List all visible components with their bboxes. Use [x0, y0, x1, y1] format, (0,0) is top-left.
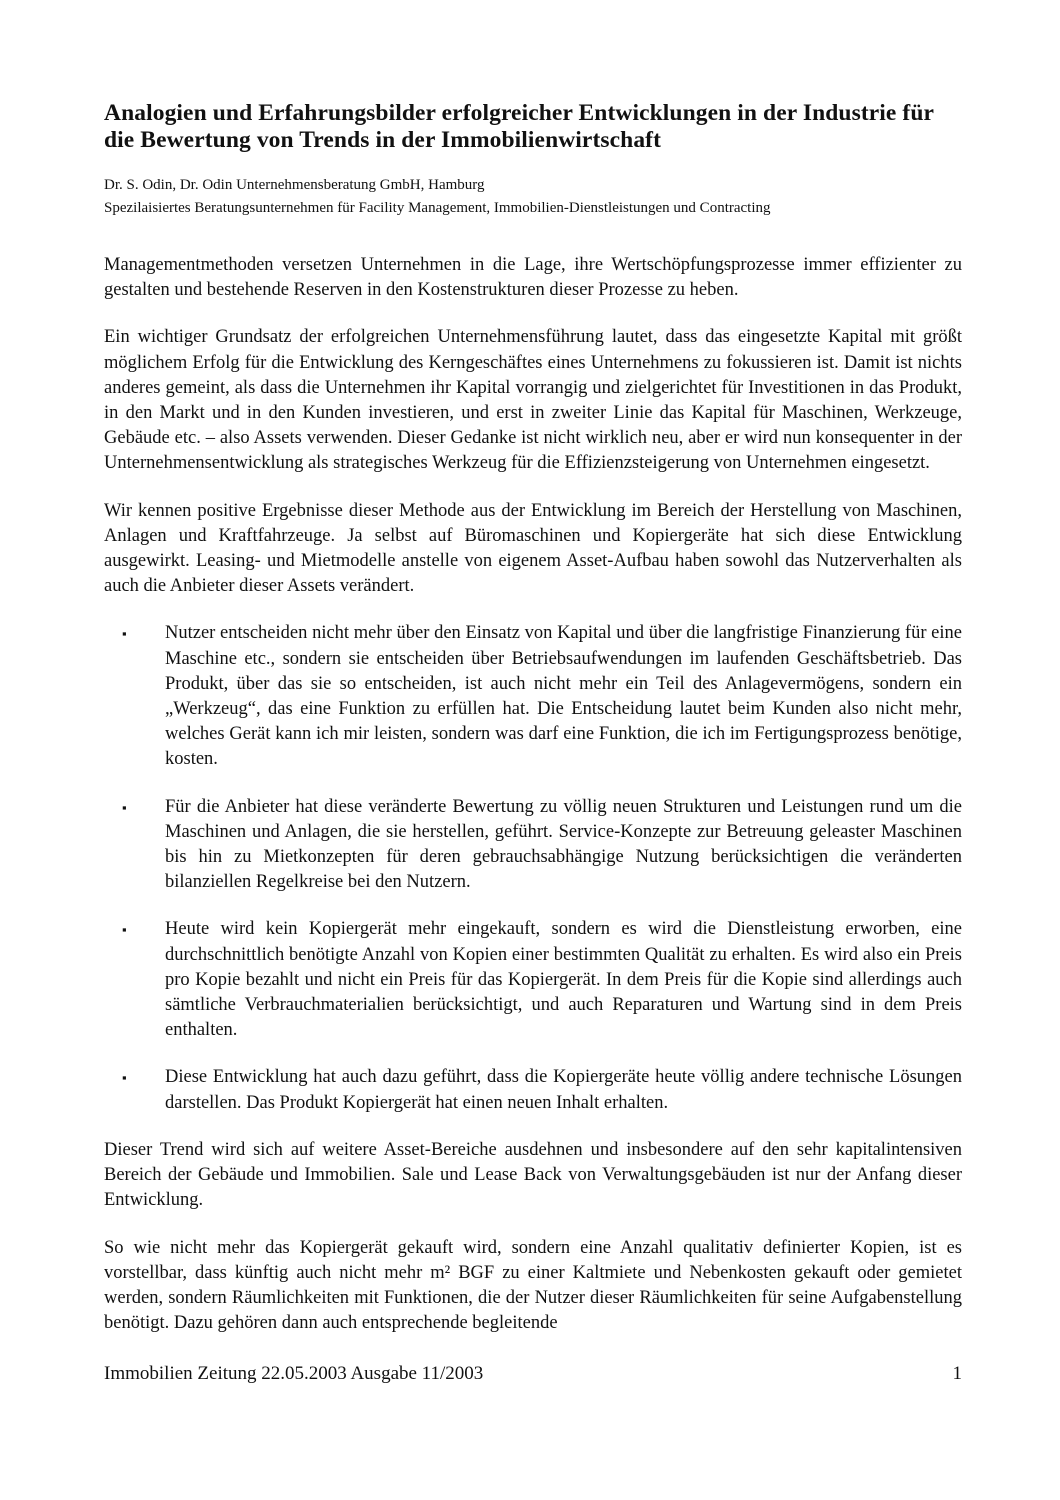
page-number: 1	[952, 1363, 962, 1384]
bullet-icon: ▪	[122, 626, 127, 642]
bullet-text: Diese Entwicklung hat auch dazu geführt, dass die Kopiergeräte heute völlig andere technische Lösungen darstellen. Das Produkt Kopiergerät hat einen neuen Inhalt erhalten.	[165, 1067, 962, 1113]
bullet-list	[104, 621, 962, 1115]
author-block	[104, 174, 962, 220]
bullet-text: Für die Anbieter hat diese veränderte Bewertung zu völlig neuen Strukturen und Leistungen rund um die Maschinen und Anlagen, die sie herstellen, geführt. Service-Konzepte zur Betreuung geleaster Maschinen bis hin zu Mietkonzepten für deren gebrauchsabhängige Nutzung berücksichtigen die veränderten bilanziellen Regelkreise bei den Nutzern.	[165, 796, 962, 893]
document-title: Analogien und Erfahrungsbilder erfolgreicher Entwicklungen in der Industrie für die Bewertung von Trends in der Immobilienwirtschaft	[104, 100, 934, 153]
bullet-text: Nutzer entscheiden nicht mehr über den Einsatz von Kapital und über die langfristige Finanzierung für eine Maschine etc., sondern sie entscheiden über Betriebsaufwendungen im laufenden Geschäftsbetrieb. Das Produkt, über das sie so entscheiden, ist auch nicht mehr ein Teil des Anlagevermögens, sondern ein „Werkzeug“, das eine Funktion zu erfüllen hat. Die Entscheidung lautet beim Kunden also nicht mehr, welches Gerät kann ich mir leisten, sondern was darf eine Funktion, die ich im Fertigungsprozess benötige, kosten.	[165, 623, 962, 770]
bullet-icon: ▪	[122, 1070, 127, 1086]
bullet-icon: ▪	[122, 922, 127, 938]
bullet-item	[104, 795, 962, 896]
affiliation-line: Spezilaisiertes Beratungsunternehmen für Facility Management, Immobilien-Dienstleistungen und Contracting	[104, 200, 771, 216]
page-footer	[104, 1362, 962, 1386]
article-body	[104, 253, 962, 1336]
paragraph: Dieser Trend wird sich auf weitere Asset-Bereiche ausdehnen und insbesondere auf den sehr kapitalintensiven Bereich der Gebäude und Immobilien. Sale und Lease Back von Verwaltungsgebäuden ist nur der Anfang dieser Entwicklung.	[104, 1139, 962, 1211]
paragraph: Ein wichtiger Grundsatz der erfolgreichen Unternehmensführung lautet, dass das eingesetzte Kapital mit größt möglichem Erfolg für die Entwicklung des Kerngeschäftes eines Unternehmens zu fokussieren ist. Damit ist nichts anderes gemeint, als dass die Unternehmen ihr Kapital vorrangig und zielgerichtet für Investitionen in das Produkt, in den Markt und in den Kunden investieren, und erst in zweiter Linie das Kapital für Maschinen, Werkzeuge, Gebäude etc. – also Assets verwenden. Dieser Gedanke ist nicht wirklich neu, aber er wird nun konsequenter in der Unternehmensentwicklung als strategisches Werkzeug für die Effizienzsteigerung von Unternehmen eingesetzt.	[104, 327, 962, 474]
document-page	[104, 100, 962, 1358]
author-line: Dr. S. Odin, Dr. Odin Unternehmensberatung GmbH, Hamburg	[104, 177, 485, 193]
bullet-item	[104, 917, 962, 1043]
paragraph: So wie nicht mehr das Kopiergerät gekauft wird, sondern eine Anzahl qualitativ definierter Kopien, ist es vorstellbar, dass künftig auch nicht mehr m² BGF zu einer Kaltmiete und Nebenkosten gekauft oder gemietet werden, sondern Räumlichkeiten mit Funktionen, die der Nutzer dieser Räumlichkeiten für seine Aufgabenstellung benötigt. Dazu gehören dann auch entsprechende begleitende	[104, 1237, 962, 1334]
bullet-item	[104, 621, 962, 772]
paragraph: Wir kennen positive Ergebnisse dieser Methode aus der Entwicklung im Bereich der Herstellung von Maschinen, Anlagen und Kraftfahrzeuge. Ja selbst auf Büromaschinen und Kopiergeräte hat sich diese Entwicklung ausgewirkt. Leasing- und Mietmodelle anstelle von eigenem Asset-Aufbau haben sowohl das Nutzerverhalten als auch die Anbieter dieser Assets verändert.	[104, 500, 962, 597]
paragraph: Managementmethoden versetzen Unternehmen in die Lage, ihre Wertschöpfungsprozesse immer effizienter zu gestalten und bestehende Reserven in den Kostenstrukturen dieser Prozesse zu heben.	[104, 255, 962, 301]
bullet-icon: ▪	[122, 799, 127, 815]
bullet-text: Heute wird kein Kopiergerät mehr eingekauft, sondern es wird die Dienstleistung erworben, eine durchschnittlich benötigte Anzahl von Kopien einer bestimmten Qualität zu erhalten. Es wird also ein Preis pro Kopie bezahlt und nicht ein Preis für das Kopiergerät. In dem Preis für die Kopie sind allerdings auch sämtliche Verbrauchmaterialien berücksichtigt, und auch Reparaturen und Wartung sind in dem Preis enthalten.	[165, 919, 962, 1041]
bullet-item	[104, 1065, 962, 1115]
footer-source: Immobilien Zeitung 22.05.2003 Ausgabe 11/2003	[104, 1363, 484, 1384]
